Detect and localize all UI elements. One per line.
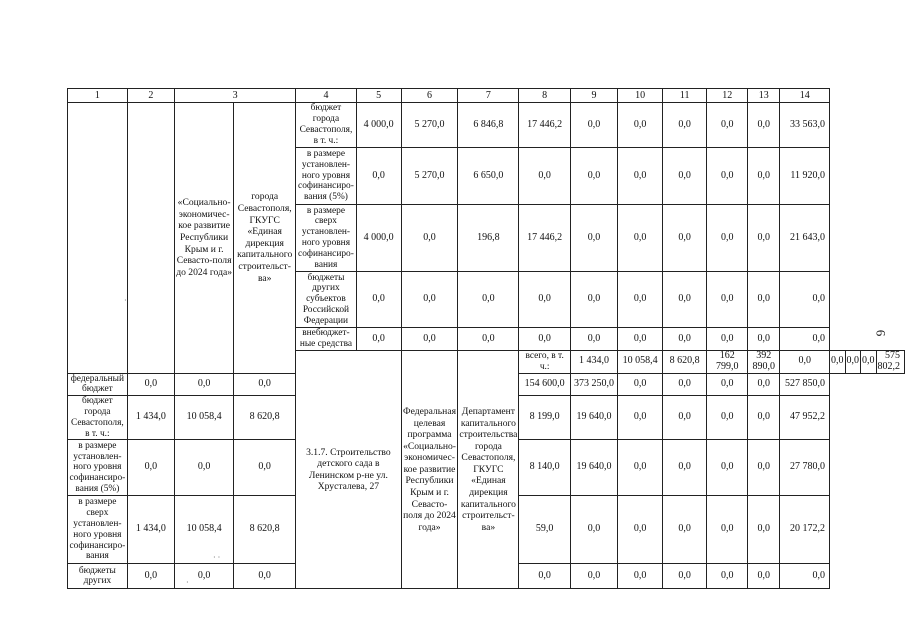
header-cell: 1 [68,89,128,103]
value-cell: 0,0 [748,103,780,148]
value-cell: 0,0 [663,496,707,564]
value-cell: 0,0 [618,373,663,396]
value-cell: 0,0 [707,396,748,440]
value-cell: 0,0 [519,564,570,589]
value-cell: 0,0 [519,148,570,205]
value-cell: 0,0 [707,564,748,589]
total-cell: 0,0 [780,272,830,328]
funding-source-cell: в размере сверх установлен-ного уровня софинансиро-вания [68,496,128,564]
value-cell: 0,0 [707,103,748,148]
value-cell: 0,0 [707,496,748,564]
total-cell: 33 563,0 [780,103,830,148]
value-cell: 0,0 [618,205,663,272]
budget-table [67,88,905,589]
value-cell: 0,0 [127,440,174,496]
value-cell: 154 600,0 [519,373,570,396]
value-cell: 0,0 [707,205,748,272]
header-cell: 8 [519,89,570,103]
value-cell: 0,0 [618,103,663,148]
object-cell: Департамент капитального строительства города Севастополя, ГКУГС «Единая дирекция капитального строительст-ва» [458,351,519,589]
value-cell: 0,0 [618,440,663,496]
value-cell: 0,0 [663,440,707,496]
value-cell: 8 140,0 [519,440,570,496]
value-cell: 0,0 [519,328,570,351]
value-cell: 10 058,4 [175,396,234,440]
value-cell: 5 270,0 [401,103,458,148]
header-row [68,89,905,103]
value-cell: 8 620,8 [234,396,296,440]
table-row [68,103,905,148]
value-cell: 0,0 [618,328,663,351]
value-cell: 196,8 [458,205,519,272]
total-cell: 11 920,0 [780,148,830,205]
object-cell: 3.1.7. Строительство детского сада в Ленинском р-не ул. Хрусталева, 27 [296,351,401,589]
value-cell: 0,0 [663,328,707,351]
value-cell: 1 434,0 [570,351,617,374]
value-cell: 392 890,0 [748,351,780,374]
header-cell: 7 [458,89,519,103]
total-cell: 575 802,2 [876,351,905,374]
total-cell: 20 172,2 [780,496,830,564]
header-cell: 9 [570,89,617,103]
value-cell: 0,0 [570,272,617,328]
value-cell: 19 640,0 [570,396,617,440]
value-cell: 0,0 [570,103,617,148]
value-cell: 0,0 [663,373,707,396]
value-cell: 0,0 [748,396,780,440]
value-cell: 6 846,8 [458,103,519,148]
value-cell: 0,0 [401,205,458,272]
value-cell: 0,0 [570,328,617,351]
object-cell: «Социально-экономичес-кое развитие Республики Крым и г. Севасто-поля до 2024 года» [175,103,234,374]
header-cell: 3 [175,89,296,103]
value-cell: 0,0 [401,272,458,328]
value-cell: 0,0 [570,496,617,564]
value-cell: 0,0 [748,373,780,396]
value-cell: 0,0 [570,148,617,205]
value-cell: 6 650,0 [458,148,519,205]
value-cell: 1 434,0 [127,496,174,564]
header-cell: 5 [356,89,401,103]
value-cell: 8 199,0 [519,396,570,440]
value-cell: 8 620,8 [234,496,296,564]
header-cell: 12 [707,89,748,103]
value-cell: 0,0 [356,148,401,205]
value-cell: 0,0 [175,373,234,396]
value-cell: 0,0 [748,272,780,328]
object-cell [68,103,128,374]
value-cell: 0,0 [234,373,296,396]
value-cell: 0,0 [663,564,707,589]
value-cell: 0,0 [748,205,780,272]
total-cell: 527 850,0 [780,373,830,396]
value-cell: 0,0 [127,564,174,589]
value-cell: 0,0 [663,205,707,272]
value-cell: 0,0 [707,373,748,396]
value-cell: 0,0 [458,272,519,328]
value-cell: 4 000,0 [356,103,401,148]
value-cell: 0,0 [519,272,570,328]
object-cell: Федеральная целевая программа «Социально-экономичес-кое развитие Республики Крым и г. Севасто-поля до 2024 года» [401,351,458,589]
value-cell: 0,0 [663,272,707,328]
value-cell: 0,0 [748,564,780,589]
header-cell: 4 [296,89,357,103]
value-cell: 0,0 [663,103,707,148]
funding-source-cell: в размере установлен-ного уровня софинансиро-вания (5%) [69,440,126,495]
value-cell: 162 799,0 [707,351,748,374]
scan-speck: · [124,296,127,305]
total-cell: 47 952,2 [780,396,830,440]
value-cell: 0,0 [175,564,234,589]
value-cell: 0,0 [458,328,519,351]
funding-source-cell: бюджет города Севастополя, в т. ч.: [68,396,128,440]
header-cell: 6 [401,89,458,103]
header-cell: 2 [127,89,174,103]
page-number: 6 [873,329,889,337]
value-cell: 0,0 [748,328,780,351]
value-cell: 0,0 [780,351,830,374]
value-cell: 0,0 [618,396,663,440]
value-cell: 0,0 [707,440,748,496]
value-cell: 8 620,8 [663,351,707,374]
value-cell: 0,0 [356,328,401,351]
funding-source-cell: бюджеты других субъектов Российской Федерации [296,272,357,328]
value-cell: 0,0 [234,440,296,496]
value-cell: 0,0 [663,396,707,440]
funding-source-cell: в размере установлен-ного уровня софинансиро-вания (5%) [296,148,357,205]
object-cell: города Севастополя, ГКУГС «Единая дирекция капитального строительст-ва» [234,103,296,374]
value-cell: 17 446,2 [519,205,570,272]
value-cell: 10 058,4 [175,496,234,564]
value-cell: 0,0 [401,328,458,351]
value-cell: 0,0 [234,564,296,589]
value-cell: 0,0 [618,564,663,589]
value-cell: 1 434,0 [127,396,174,440]
value-cell: 0,0 [570,564,617,589]
value-cell: 59,0 [519,496,570,564]
scan-speck: · [186,578,189,587]
object-cell [127,103,174,374]
scan-speck: · · [213,553,221,562]
funding-source-cell: внебюджет-ные средства [296,328,357,351]
header-cell: 14 [780,89,830,103]
value-cell: 0,0 [845,351,861,374]
value-cell: 0,0 [570,205,617,272]
funding-source-cell: федеральный бюджет [68,373,128,396]
value-cell: 0,0 [707,328,748,351]
funding-source-cell: в размере сверх установлен-ного уровня софинансиро-вания [296,205,357,272]
value-cell: 0,0 [127,373,174,396]
funding-source-cell: бюджеты других [68,564,128,589]
total-cell: 21 643,0 [780,205,830,272]
value-cell: 0,0 [861,351,877,374]
header-cell: 13 [748,89,780,103]
value-cell: 10 058,4 [618,351,663,374]
value-cell: 373 250,0 [570,373,617,396]
value-cell: 17 446,2 [519,103,570,148]
total-cell: 27 780,0 [780,440,830,496]
value-cell: 4 000,0 [356,205,401,272]
header-cell: 11 [663,89,707,103]
value-cell: 0,0 [830,351,846,374]
funding-source-cell: бюджет города Севастополя, в т. ч.: [296,103,357,148]
total-cell: 0,0 [780,328,830,351]
value-cell: 0,0 [618,496,663,564]
value-cell: 0,0 [618,272,663,328]
value-cell: 0,0 [748,148,780,205]
total-cell: 0,0 [780,564,830,589]
value-cell: 0,0 [748,440,780,496]
value-cell: 0,0 [663,148,707,205]
header-cell: 10 [618,89,663,103]
value-cell: 0,0 [175,440,234,496]
value-cell: 5 270,0 [401,148,458,205]
value-cell: 0,0 [748,496,780,564]
funding-source-cell: всего, в т. ч.: [519,351,570,374]
value-cell: 0,0 [356,272,401,328]
value-cell: 0,0 [707,272,748,328]
value-cell: 0,0 [707,148,748,205]
value-cell: 19 640,0 [570,440,617,496]
value-cell: 0,0 [618,148,663,205]
